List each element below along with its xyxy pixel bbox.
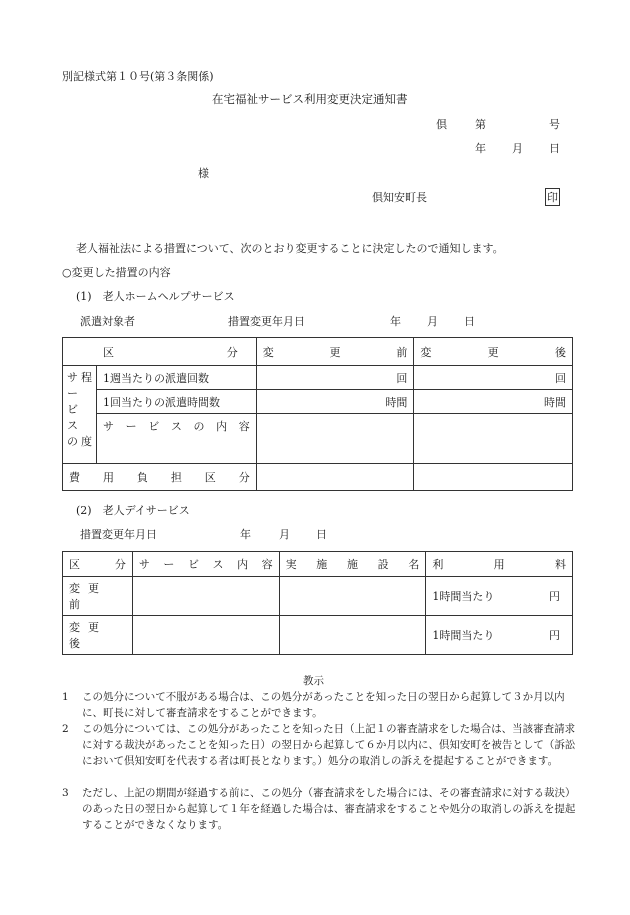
ds-row-before-service — [132, 577, 279, 616]
row-weekly-visits-before: 回 — [256, 366, 414, 390]
dayservice-table — [62, 551, 573, 655]
notice-item-1: 1 この処分について不服がある場合は、この処分があったことを知った日の翌日から起算して３か月以内に、町長に対して審査請求をすることができます。 — [62, 691, 565, 719]
document-title: 在宅福祉サービス利用変更決定通知書 — [212, 92, 408, 106]
section1-date-month: 月 — [427, 315, 438, 328]
homehelp-table — [62, 337, 573, 491]
section2-date-month: 月 — [279, 528, 290, 541]
section1-date-year: 年 — [390, 315, 401, 328]
seal-mark: 印 — [545, 188, 560, 206]
row-cost-before — [256, 464, 414, 491]
ds-row-after-label: 変更後 — [63, 616, 133, 655]
ds-row-after-facility — [279, 616, 426, 655]
ds-header-facility: 実 施 施 設 名 — [279, 552, 426, 577]
section2-heading: (2) 老人デイサービス — [76, 504, 190, 517]
row-hours-per-visit-after: 時間 — [414, 390, 573, 414]
row-weekly-visits-label: 1週当たりの派遣回数 — [96, 366, 256, 390]
row-service-content-label: サ ー ビ ス の 内 容 — [96, 414, 256, 464]
ds-row-after-service — [132, 616, 279, 655]
ds-header-fee: 利 用 料 — [426, 552, 573, 577]
ds-row-before-fee: 1時間当たり 円 — [426, 577, 573, 616]
date-year: 年 — [475, 142, 486, 155]
doc-number-prefix: 倶 — [436, 118, 447, 131]
form-number: 別記様式第１０号(第３条関係) — [62, 70, 214, 83]
row-hours-per-visit-label: 1回当たりの派遣時間数 — [96, 390, 256, 414]
section2-date-year: 年 — [240, 528, 251, 541]
issuer: 倶知安町長 — [372, 191, 427, 204]
doc-number-dai: 第 — [475, 118, 486, 131]
service-degree-group: サ ー ビ ス の 程 度 — [63, 366, 97, 464]
row-service-content-before — [256, 414, 414, 464]
ds-row-after-fee: 1時間当たり 円 — [426, 616, 573, 655]
section1-date-day: 日 — [464, 315, 475, 328]
row-service-content-after — [414, 414, 573, 464]
header-category-text: 区 分 — [103, 345, 238, 359]
ds-row-before-facility — [279, 577, 426, 616]
header-category — [63, 338, 257, 366]
section1-change-date-label: 措置変更年月日 — [228, 315, 305, 328]
row-weekly-visits-after: 回 — [414, 366, 573, 390]
target-label: 派遣対象者 — [80, 315, 135, 328]
ds-header-service: サ ー ビ ス 内 容 — [132, 552, 279, 577]
row-cost-after — [414, 464, 573, 491]
section2-change-date-label: 措置変更年月日 — [80, 528, 157, 541]
row-cost-label: 費 用 負 担 区 分 — [63, 464, 257, 491]
date-month: 月 — [512, 142, 523, 155]
doc-number-go: 号 — [549, 118, 560, 131]
ds-row-before-label: 変更前 — [63, 577, 133, 616]
date-day: 日 — [549, 142, 560, 155]
header-after: 変 更 後 — [414, 338, 573, 366]
notice-item-2: 2 この処分については、この処分があったことを知った日（上記１の審査請求をした場合は、当該審査請求に対する裁決があったことを知った日）の翌日から起算して６か月以内に、倶知安町を被告として（訴訟において倶知安町を代表する者は町長となります。）処分の取消しの訴えを提起することができます。 — [62, 723, 576, 767]
intro-text: 老人福祉法による措置について、次のとおり変更することに決定したので通知します。 — [76, 242, 504, 255]
change-heading: ○変更した措置の内容 — [62, 266, 171, 279]
addressee-suffix: 様 — [198, 167, 209, 180]
section1-heading: (1) 老人ホームヘルプサービス — [76, 290, 235, 303]
notice-item-3: 3 ただし、上記の期間が経過する前に、この処分（審査請求をした場合には、その審査請求に対する裁決）のあった日の翌日から起算して１年を経過した場合は、審査請求をすることや処分の取消しの訴えを提起することができなくなります。 — [62, 787, 576, 831]
notice-title: 教示 — [303, 675, 324, 687]
header-before: 変 更 前 — [256, 338, 414, 366]
section2-date-day: 日 — [316, 528, 327, 541]
row-hours-per-visit-before: 時間 — [256, 390, 414, 414]
ds-header-category: 区 分 — [63, 552, 133, 577]
